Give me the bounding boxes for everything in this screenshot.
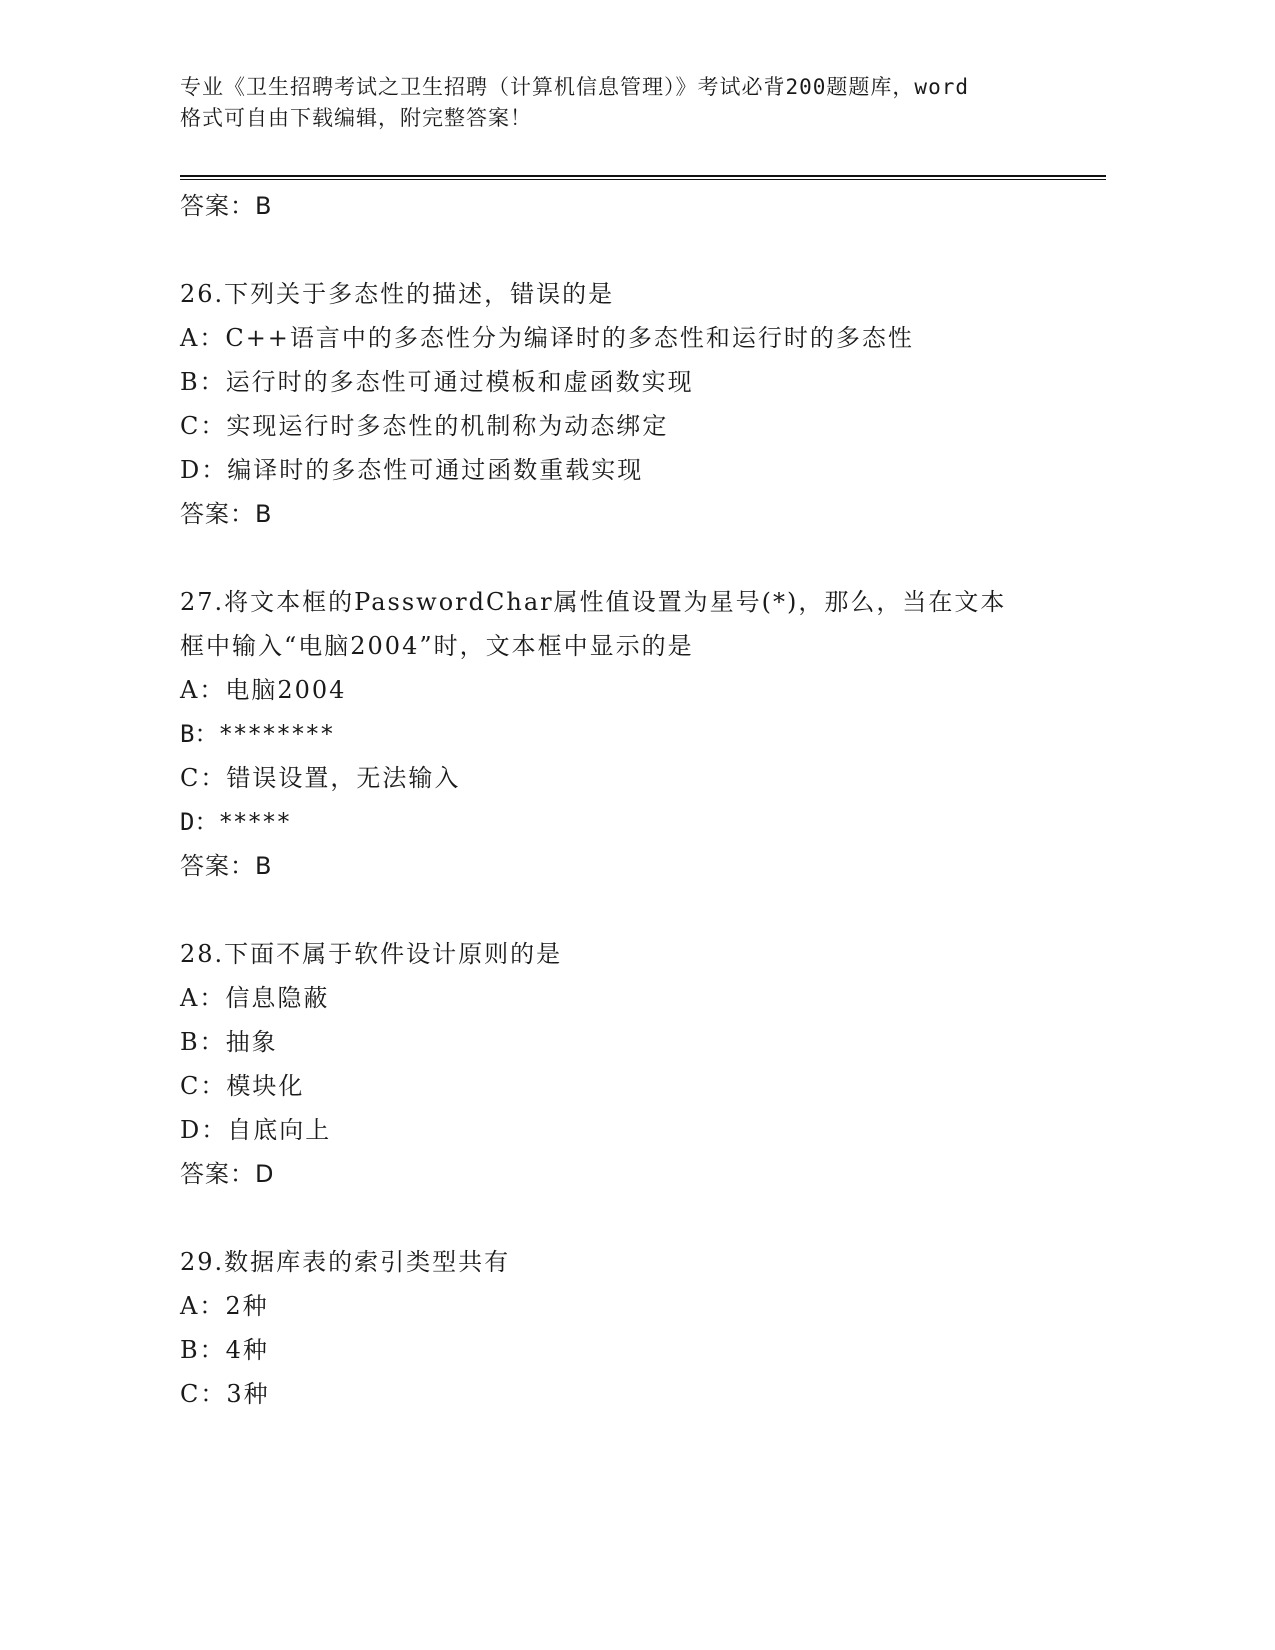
option-b: B：运行时的多态性可通过模板和虚函数实现 — [180, 368, 694, 396]
option-a: A：2种 — [180, 1292, 269, 1320]
question-stem-line-1: 27.将文本框的PasswordChar属性值设置为星号(*)，那么，当在文本 — [180, 588, 1007, 616]
header-divider-thick — [180, 175, 1106, 177]
header-line-2: 格式可自由下载编辑，附完整答案！ — [180, 106, 532, 130]
option-d: D：***** — [180, 808, 291, 836]
answer: 答案：B — [180, 852, 273, 880]
document-header — [180, 72, 1080, 134]
answer: 答案：D — [180, 1160, 275, 1188]
option-d: D：编译时的多态性可通过函数重载实现 — [180, 456, 644, 484]
question-stem: 28.下面不属于软件设计原则的是 — [180, 940, 563, 968]
option-b: B：抽象 — [180, 1028, 278, 1056]
header-divider-thin — [180, 179, 1106, 180]
spacer — [180, 536, 1080, 580]
question-stem: 26.下列关于多态性的描述，错误的是 — [180, 280, 615, 308]
spacer — [180, 228, 1080, 272]
question-27 — [180, 580, 1080, 888]
question-stem-line-2: 框中输入“电脑2004”时，文本框中显示的是 — [180, 632, 694, 660]
previous-answer: 答案：B — [180, 192, 273, 220]
option-a: A：信息隐蔽 — [180, 984, 330, 1012]
option-a: A：电脑2004 — [180, 676, 347, 704]
spacer — [180, 888, 1080, 932]
question-list — [180, 184, 1080, 1416]
header-line-1: 专业《卫生招聘考试之卫生招聘（计算机信息管理）》考试必背200题题库，word — [180, 75, 969, 99]
question-stem: 29.数据库表的索引类型共有 — [180, 1248, 511, 1276]
option-c: C：错误设置，无法输入 — [180, 764, 461, 792]
question-29 — [180, 1240, 1080, 1416]
question-28 — [180, 932, 1080, 1196]
option-b: B：4种 — [180, 1336, 269, 1364]
option-c: C：模块化 — [180, 1072, 305, 1100]
spacer — [180, 1196, 1080, 1240]
option-a: A：C++语言中的多态性分为编译时的多态性和运行时的多态性 — [180, 324, 914, 352]
question-26 — [180, 272, 1080, 536]
option-d: D：自底向上 — [180, 1116, 332, 1144]
option-c: C：3种 — [180, 1380, 270, 1408]
answer: 答案：B — [180, 500, 273, 528]
option-c: C：实现运行时多态性的机制称为动态绑定 — [180, 412, 669, 440]
option-b: B：******** — [180, 720, 335, 748]
